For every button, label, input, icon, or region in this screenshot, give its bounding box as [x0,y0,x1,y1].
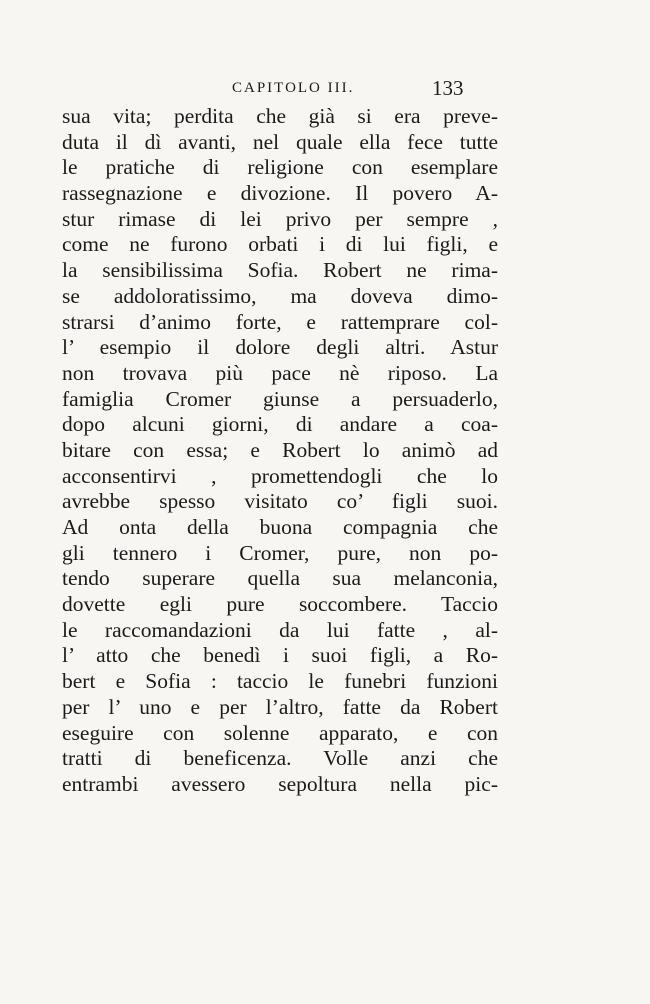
text-line: duta il dì avanti, nel quale ella fece tutte [62,129,498,154]
text-line: gli tennero i Cromer, pure, non po- [62,540,498,565]
text-line: se addoloratissimo, ma doveva dimo- [62,283,498,308]
text-line: l’ esempio il dolore degli altri. Astur [62,335,498,360]
text-line: le pratiche di religione con esemplare [62,155,498,180]
text-line: stur rimase di lei privo per sempre , [62,206,498,231]
text-line: le raccomandazioni da lui fatte , al- [62,617,498,642]
text-line: non trovava più pace nè riposo. La [62,360,498,385]
text-line: Ad onta della buona compagnia che [62,515,498,539]
text-line: come ne furono orbati i di lui figli, e [62,232,498,257]
running-header [0,76,650,102]
text-line: tendo superare quella sua melanconia, [62,566,498,591]
text-line: per l’ uno e per l’altro, fatte da Robert [62,694,498,719]
page-number: 133 [432,76,464,100]
text-line: sua vita; perdita che già si era preve- [62,104,498,128]
text-line: eseguire con solenne apparato, e con [62,720,498,745]
text-line: strarsi d’animo forte, e rattemprare col- [62,309,498,334]
text-line: avrebbe spesso visitato co’ figli suoi. [62,489,498,514]
text-line: rassegnazione e divozione. Il povero A- [62,181,498,206]
text-line: dovette egli pure soccombere. Taccio [62,592,498,617]
text-line: bitare con essa; e Robert lo animò ad [62,437,498,462]
text-line: entrambi avessero sepoltura nella pic- [62,771,498,796]
text-line: famiglia Cromer giunse a persuaderlo, [62,386,498,411]
body-text [62,104,498,798]
text-line: tratti di beneficenza. Volle anzi che [62,746,498,771]
text-line: acconsentirvi , promettendogli che lo [62,463,498,488]
text-line: l’ atto che benedì i suoi figli, a Ro- [62,643,498,668]
text-line: bert e Sofia : taccio le funebri funzioni [62,669,498,694]
text-line: la sensibilissima Sofia. Robert ne rima- [62,258,498,283]
chapter-title: CAPITOLO III. [232,80,355,96]
text-line: dopo alcuni giorni, di andare a coa- [62,412,498,437]
